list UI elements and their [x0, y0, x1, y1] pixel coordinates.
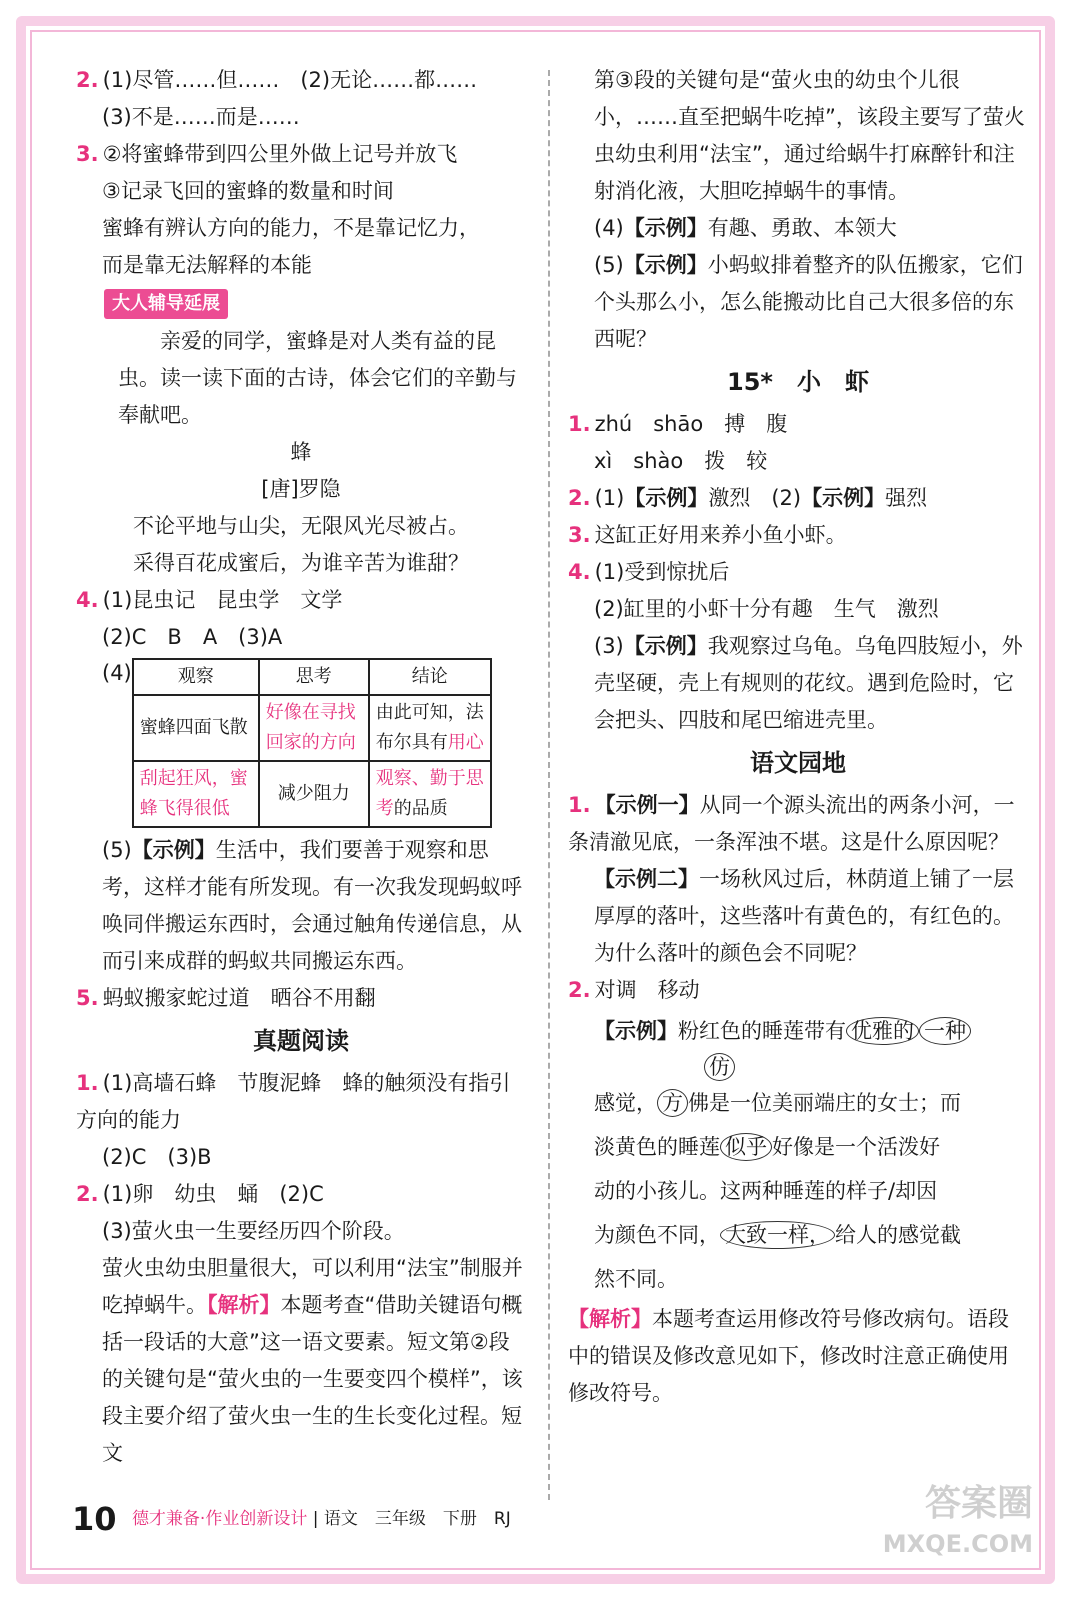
page-footer: 10 德才兼备·作业创新设计 | 语文 三年级 下册 RJ — [72, 1500, 511, 1538]
lesson-title: 15* 小 虾 — [727, 368, 869, 396]
poem-author: [唐]罗隐 — [261, 477, 341, 501]
reading-answer-2-line2: (3)萤火虫一生要经历四个阶段。 — [102, 1219, 405, 1243]
answer-4-table-label: (4) — [102, 661, 132, 685]
table-header: 思考 — [259, 659, 369, 695]
watermark-logo: 答案圈 — [924, 1483, 1033, 1524]
series-name: 德才兼备·作业创新设计 — [131, 1509, 308, 1529]
shrimp-answer-3: 3. 这缸正好用来养小鱼小虾。 — [568, 523, 847, 547]
answer-3-line2: ③记录飞回的蜜蜂的数量和时间 — [102, 179, 394, 203]
shrimp-answer-2: 2. (1)【示例】激烈 (2)【示例】强烈 — [568, 486, 928, 510]
extension-intro: 亲爱的同学，蜜蜂是对人类有益的昆虫。读一读下面的古诗，体会它们的辛勤与奉献吧。 — [118, 329, 517, 427]
garden-answer-1: 1. 【示例一】从同一个源头流出的两条小河，一条清澈见底，一条浑浊不堪。这是什么原因呢？ — [568, 793, 1015, 854]
reading-answer-1: 1. (1)高墙石蜂 节腹泥蜂 蜂的触须没有指引方向的能力 — [76, 1071, 511, 1132]
edit-line: 【示例】粉红色的睡莲带有 优雅的 一种 — [594, 1009, 1028, 1053]
table-cell: 观察、勤于思考的品质 — [369, 761, 491, 827]
answer-5: 5. 蚂蚁搬家蛇过道 晒谷不用翻 — [76, 986, 376, 1010]
table-cell-answer: 刮起狂风，蜜蜂飞得很低 — [133, 761, 259, 827]
table-header: 结论 — [369, 659, 491, 695]
edit-line: 然不同。 — [594, 1267, 678, 1291]
table-cell-answer: 好像在寻找回家的方向 — [259, 695, 369, 761]
answer-4-5: (5)【示例】生活中，我们要善于观察和思考，这样才能有所发现。有一次我发现蚂蚁呼唤同伴搬运东西时，会通过触角传递信息，从而引来成群的蚂蚁共同搬运东西。 — [102, 838, 522, 973]
edit-line: 为颜色不同， 大致一样， 给人的感觉截 — [594, 1223, 961, 1247]
edit-mark: 方 — [657, 1089, 688, 1117]
column-divider — [548, 70, 550, 1500]
watermark-url: MXQE.COM — [882, 1530, 1033, 1558]
answer-3-line4: 而是靠无法解释的本能 — [102, 253, 312, 277]
edit-line — [594, 1053, 1028, 1081]
answer-3-line3: 蜜蜂有辨认方向的能力，不是靠记忆力， — [102, 216, 480, 240]
edit-mark: 优雅的 — [846, 1017, 919, 1045]
answer-2: 2. (1)尽管……但…… (2)无论……都…… — [76, 68, 478, 92]
poem-title: 蜂 — [290, 440, 312, 464]
shrimp-answer-4-line3: (3)【示例】我观察过乌龟。乌龟四肢短小，外壳坚硬，壳上有规则的花纹。遇到危险时，它会把头、四肢和尾巴缩进壳里。 — [594, 634, 1023, 732]
table-row — [133, 695, 491, 761]
section-title-garden: 语文园地 — [750, 749, 846, 777]
left-column — [76, 62, 526, 1472]
table-header: 观察 — [133, 659, 259, 695]
garden-answer-2: 2. 对调 移动 — [568, 978, 700, 1002]
edit-line: 淡黄色的睡莲 似乎 好像是一个活泼好 — [594, 1135, 940, 1159]
answer-4-line2: (2)C B A (3)A — [102, 625, 283, 649]
edit-mark: 似乎 — [720, 1133, 772, 1161]
shrimp-answer-4-line2: (2)缸里的小虾十分有趣 生气 激烈 — [594, 597, 939, 621]
answer-2-line2: (3)不是……而是…… — [102, 105, 300, 129]
answer-4-table-wrap — [76, 656, 526, 832]
edit-mark: 一种 — [919, 1017, 971, 1045]
table-cell: 由此可知，法布尔具有用心 — [369, 695, 491, 761]
garden-answer-1-example2: 【示例二】一场秋风过后，林荫道上铺了一层厚厚的落叶，这些落叶有黄色的，有红色的。为什么落叶的颜色会不同呢？ — [594, 867, 1014, 965]
reading-answer-1-line2: (2)C (3)B — [102, 1145, 212, 1169]
reading-answer-2-analysis: 萤火虫幼虫胆量很大，可以利用“法宝”制服并吃掉蜗牛。【解析】本题考查“借助关键语句概括一段话的大意”这一语文要素。短文第②段的关键句是“萤火虫的一生要变四个模样”，该段主要介绍了萤火虫一生的生长变化过程。短文 — [102, 1256, 523, 1465]
right-column — [568, 62, 1028, 1412]
reading-answer-2: 2. (1)卵 幼虫 蛹 (2)C — [76, 1182, 324, 1206]
poem-line: 采得百花成蜜后，为谁辛苦为谁甜？ — [133, 551, 469, 575]
observation-table — [132, 658, 492, 828]
garden-analysis: 【解析】本题考查运用修改符号修改病句。语段中的错误及修改意见如下，修改时注意正确使用修改符号。 — [568, 1307, 1009, 1405]
edit-mark: 大致一样， — [720, 1221, 835, 1249]
answer-4-4: (4)【示例】有趣、勇敢、本领大 — [594, 216, 897, 240]
shrimp-answer-1: 1. zhú shāo 搏 腹 — [568, 412, 788, 436]
answer-4-5-right: (5)【示例】小蚂蚁排着整齐的队伍搬家，它们个头那么小，怎么能搬动比自己大很多倍的东西呢？ — [594, 253, 1023, 351]
answer-3: 3. ②将蜜蜂带到四公里外做上记号并放飞 — [76, 142, 458, 166]
table-row — [133, 761, 491, 827]
page-number: 10 — [72, 1500, 117, 1538]
table-cell: 蜜蜂四面飞散 — [133, 695, 259, 761]
edit-line: 动的小孩儿。这两种睡莲的样子/却因 — [594, 1179, 938, 1203]
watermark — [883, 1484, 1033, 1564]
answer-4: 4. (1)昆虫记 昆虫学 文学 — [76, 588, 343, 612]
table-row — [133, 659, 491, 695]
insert-mark: 仿 — [704, 1053, 735, 1081]
analysis-continued: 第③段的关键句是“萤火虫的幼虫个儿很小，……直至把蜗牛吃掉”，该段主要写了萤火虫幼虫利用“法宝”，通过给蜗牛打麻醉针和注射消化液，大胆吃掉蜗牛的事情。 — [594, 68, 1025, 203]
shrimp-answer-4: 4. (1)受到惊扰后 — [568, 560, 730, 584]
edit-line: 感觉， 方 佛是一位美丽端庄的女士；而 — [594, 1091, 961, 1115]
garden-answer-2-edit — [568, 1009, 1028, 1301]
section-title-reading: 真题阅读 — [253, 1027, 349, 1055]
shrimp-answer-1-line2: xì shào 拨 较 — [594, 449, 768, 473]
table-cell: 减少阻力 — [259, 761, 369, 827]
poem-line: 不论平地与山尖，无限风光尽被占。 — [133, 514, 469, 538]
tutor-extension-badge: 大人辅导延展 — [104, 289, 228, 319]
book-meta: 语文 三年级 下册 RJ — [323, 1509, 511, 1529]
